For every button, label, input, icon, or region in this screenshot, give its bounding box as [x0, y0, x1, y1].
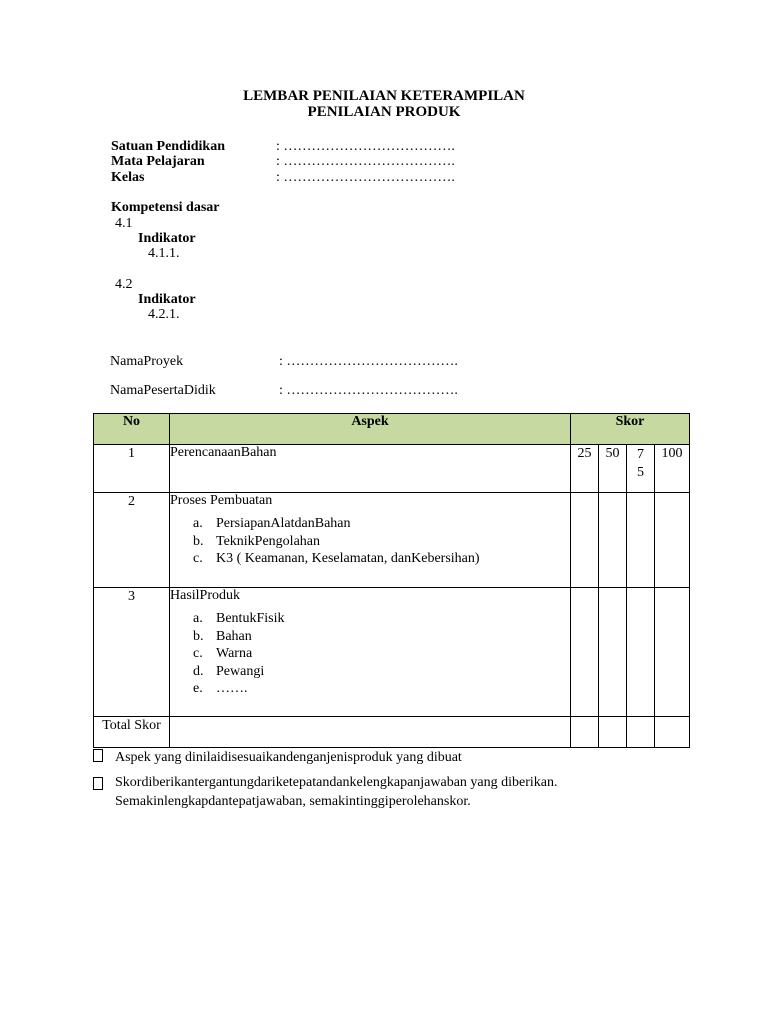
score-cell	[571, 493, 599, 588]
row-aspek: Proses Pembuatan	[170, 493, 273, 508]
list-item: c. Warna	[193, 646, 253, 661]
list-item: e. …….	[193, 681, 248, 696]
score-cell	[571, 588, 599, 717]
note-text: Aspek yang dinilaidisesuaikandenganjenisproduk yang dibuat	[115, 750, 462, 765]
indikator-label-2: Indikator	[138, 292, 196, 307]
kd-4-2: 4.2	[115, 277, 133, 292]
score-option: 7 5	[627, 445, 655, 493]
list-item: c. K3 ( Keamanan, Keselamatan, danKebersihan)	[193, 551, 480, 566]
kd-4-1: 4.1	[115, 216, 133, 231]
table-header-row	[94, 414, 690, 445]
note-1	[93, 748, 693, 767]
list-item: a. BentukFisik	[193, 611, 285, 626]
table-row	[94, 445, 690, 493]
row-aspek-cell	[170, 493, 571, 588]
header-aspek: Aspek	[170, 414, 571, 445]
score-cell	[599, 588, 627, 717]
label-nama-peserta-didik: NamaPesertaDidik	[110, 383, 216, 398]
score-cell	[655, 493, 690, 588]
value-nama-proyek: : ……………………………….	[279, 354, 458, 369]
row-no: 3	[94, 588, 170, 717]
value-mata-pelajaran: : ……………………………….	[276, 154, 455, 169]
label-mata-pelajaran: Mata Pelajaran	[111, 154, 205, 169]
label-nama-proyek: NamaProyek	[110, 354, 184, 369]
row-no: 1	[94, 445, 170, 493]
kompetensi-heading: Kompetensi dasar	[111, 200, 220, 215]
score-option: 100	[655, 445, 690, 493]
note-2	[93, 773, 693, 811]
total-row	[94, 717, 690, 748]
label-satuan-pendidikan: Satuan Pendidikan	[111, 139, 225, 154]
value-satuan-pendidikan: : ……………………………….	[276, 139, 455, 154]
header-no: No	[94, 414, 170, 445]
checkbox-bullet-icon	[93, 749, 103, 762]
indikator-value-2: 4.2.1.	[148, 307, 180, 322]
value-kelas: : ……………………………….	[276, 170, 455, 185]
row-aspek: HasilProduk	[170, 588, 240, 603]
value-nama-peserta-didik: : ……………………………….	[279, 383, 458, 398]
total-skor-cell	[170, 717, 571, 748]
checkbox-bullet-icon	[93, 777, 103, 790]
indikator-value-1: 4.1.1.	[148, 246, 180, 261]
score-cell	[627, 717, 655, 748]
assessment-table	[93, 413, 690, 748]
table-row	[94, 493, 690, 588]
sub-item-list	[170, 515, 570, 568]
list-item: d. Pewangi	[193, 663, 265, 679]
score-option: 50	[599, 445, 627, 493]
sub-item-list	[170, 610, 570, 698]
row-aspek: PerencanaanBahan	[170, 445, 571, 493]
score-cell	[599, 717, 627, 748]
note-text: Skordiberikantergantungdariketepatandankelengkapanjawaban yang diberikan. Semakinlengkapdantepatjawaban, semakintinggiperolehanskor.	[115, 775, 558, 809]
row-aspek-cell	[170, 588, 571, 717]
total-skor-label: Total Skor	[94, 717, 170, 748]
document-title: LEMBAR PENILAIAN KETERAMPILAN	[243, 88, 525, 104]
document-subtitle: PENILAIAN PRODUK	[307, 104, 461, 120]
score-option: 25	[571, 445, 599, 493]
list-item: a. PersiapanAlatdanBahan	[193, 516, 351, 531]
score-cell	[655, 588, 690, 717]
indikator-label-1: Indikator	[138, 231, 196, 246]
label-kelas: Kelas	[111, 170, 145, 185]
score-cell	[655, 717, 690, 748]
list-item: b. TeknikPengolahan	[193, 533, 320, 549]
score-cell	[571, 717, 599, 748]
score-cell	[627, 493, 655, 588]
list-item: b. Bahan	[193, 628, 252, 644]
row-no: 2	[94, 493, 170, 588]
header-skor: Skor	[571, 414, 690, 445]
score-cell	[599, 493, 627, 588]
table-row	[94, 588, 690, 717]
score-cell	[627, 588, 655, 717]
